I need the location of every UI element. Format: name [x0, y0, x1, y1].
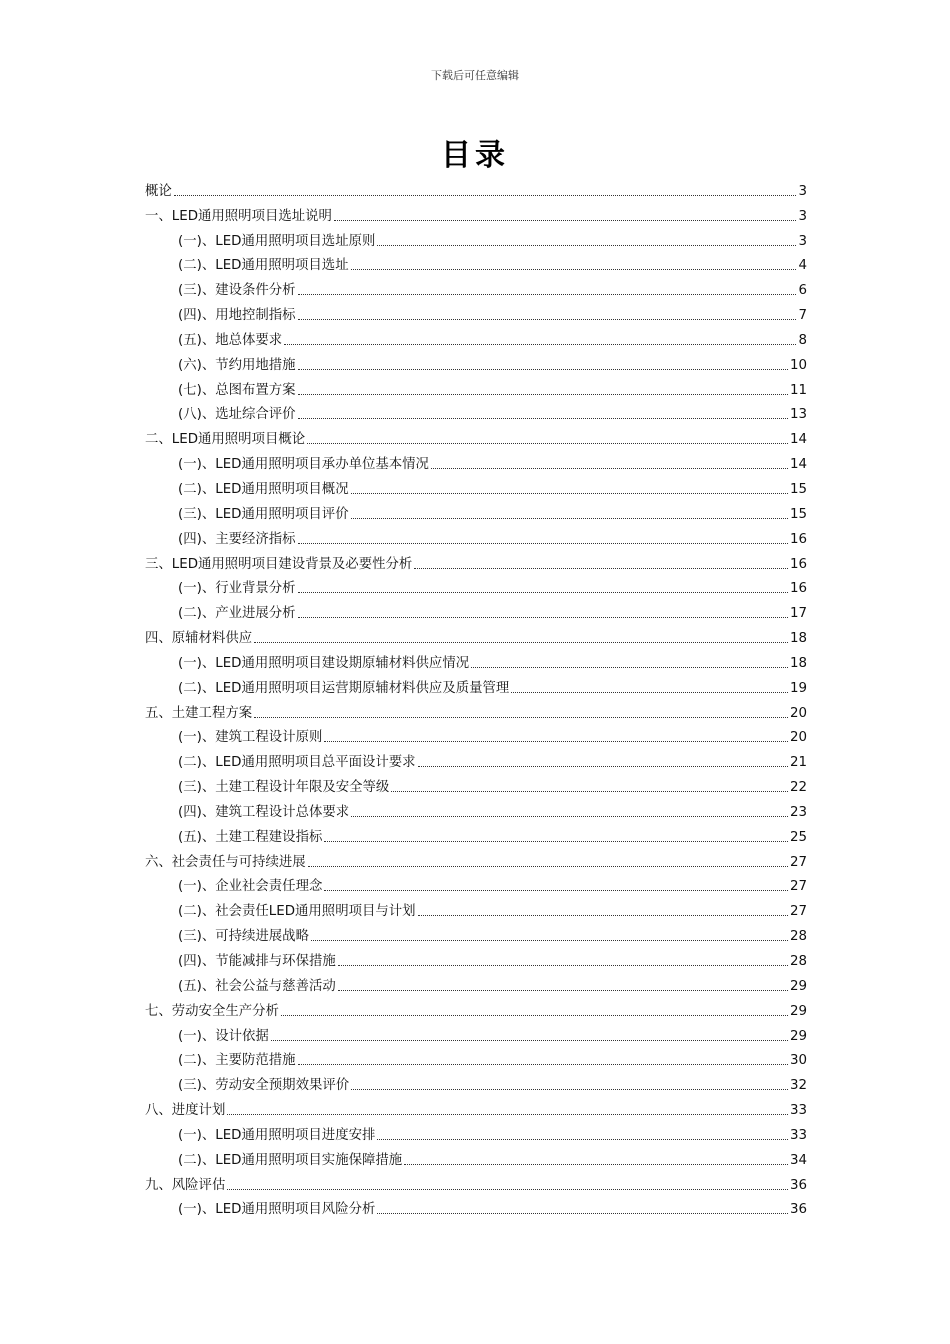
toc-entry-page: 27	[789, 904, 807, 920]
toc-entry-title: (二)、LED通用照明项目总平面设计要求	[178, 755, 416, 771]
toc-entry-title: 概论	[145, 183, 172, 199]
toc-entry-title: 一、LED通用照明项目选址说明	[145, 208, 332, 224]
toc-entry[interactable]	[145, 399, 807, 424]
toc-entry-page: 29	[789, 978, 807, 994]
toc-entry[interactable]	[145, 871, 807, 896]
dot-leader	[377, 1213, 788, 1214]
toc-entry[interactable]	[145, 374, 807, 399]
dot-leader	[311, 940, 788, 941]
toc-entry[interactable]	[145, 498, 807, 523]
toc-entry[interactable]	[145, 423, 807, 448]
toc-entry-page: 6	[798, 283, 807, 299]
dot-leader	[338, 990, 788, 991]
toc-entry[interactable]	[145, 597, 807, 622]
toc-entry[interactable]	[145, 995, 807, 1020]
toc-entry-page: 28	[789, 929, 807, 945]
dot-leader	[174, 195, 797, 196]
toc-entry[interactable]	[145, 299, 807, 324]
toc-entry[interactable]	[145, 1194, 807, 1219]
toc-entry-title: (二)、LED通用照明项目实施保障措施	[178, 1152, 403, 1168]
toc-entry-page: 27	[789, 879, 807, 895]
dot-leader	[298, 394, 788, 395]
toc-entry-page: 10	[789, 357, 807, 373]
dot-leader	[324, 741, 788, 742]
dot-leader	[404, 1164, 788, 1165]
toc-entry-title: (一)、建筑工程设计原则	[178, 730, 323, 746]
toc-entry-page: 27	[789, 854, 807, 870]
dot-leader	[377, 1139, 788, 1140]
toc-entry[interactable]	[145, 1169, 807, 1194]
toc-entry[interactable]	[145, 250, 807, 275]
toc-entry-page: 15	[789, 481, 807, 497]
toc-entry-title: (二)、社会责任LED通用照明项目与计划	[178, 904, 416, 920]
toc-entry-page: 34	[789, 1152, 807, 1168]
toc-entry-page: 33	[789, 1127, 807, 1143]
toc-entry-page: 18	[789, 631, 807, 647]
toc-entry[interactable]	[145, 349, 807, 374]
toc-entry[interactable]	[145, 920, 807, 945]
dot-leader	[227, 1189, 788, 1190]
dot-leader	[254, 642, 788, 643]
toc-entry-title: (二)、主要防范措施	[178, 1053, 296, 1069]
toc-entry-title: 五、土建工程方案	[145, 705, 253, 721]
header-note: 下载后可任意编辑	[431, 69, 519, 82]
dot-leader	[298, 1064, 788, 1065]
toc-entry-page: 29	[789, 1003, 807, 1019]
dot-leader	[271, 1040, 788, 1041]
toc-entry-page: 16	[789, 556, 807, 572]
toc-entry-title: (一)、LED通用照明项目进度安排	[178, 1127, 376, 1143]
toc-entry[interactable]	[145, 573, 807, 598]
toc-entry-title: (五)、社会公益与慈善活动	[178, 978, 336, 994]
toc-entry-title: (四)、用地控制指标	[178, 308, 296, 324]
toc-entry-title: (二)、产业进展分析	[178, 606, 296, 622]
dot-leader	[298, 418, 788, 419]
dot-leader	[324, 890, 788, 891]
toc-entry-page: 3	[798, 233, 807, 249]
toc-entry[interactable]	[145, 200, 807, 225]
toc-entry-title: (一)、LED通用照明项目风险分析	[178, 1202, 376, 1218]
toc-entry-title: 七、劳动安全生产分析	[145, 1003, 279, 1019]
toc-entry-title: (一)、行业背景分析	[178, 581, 296, 597]
dot-leader	[334, 220, 797, 221]
toc-entry[interactable]	[145, 821, 807, 846]
toc-entry-page: 21	[789, 755, 807, 771]
dot-leader	[431, 468, 788, 469]
toc-entry-page: 3	[798, 208, 807, 224]
dot-leader	[298, 369, 788, 370]
toc-entry[interactable]	[145, 672, 807, 697]
dot-leader	[391, 791, 788, 792]
toc-entry-title: (三)、可持续进展战略	[178, 929, 309, 945]
dot-leader	[227, 1114, 788, 1115]
toc-entry-title: (五)、土建工程建设指标	[178, 829, 323, 845]
dot-leader	[414, 568, 788, 569]
toc-entry-title: (四)、建筑工程设计总体要求	[178, 804, 350, 820]
toc-entry[interactable]	[145, 473, 807, 498]
toc-entry[interactable]	[145, 771, 807, 796]
toc-entry-title: 六、社会责任与可持续进展	[145, 854, 306, 870]
toc-entry-title: (一)、LED通用照明项目承办单位基本情况	[178, 457, 429, 473]
toc-entry-title: (四)、节能减排与环保措施	[178, 954, 336, 969]
dot-leader	[281, 1015, 788, 1016]
dot-leader	[307, 443, 788, 444]
toc-entry-title: 二、LED通用照明项目概论	[145, 432, 306, 448]
dot-leader	[324, 841, 788, 842]
toc-entry-title: (七)、总图布置方案	[178, 382, 296, 398]
toc-entry-title: (二)、LED通用照明项目选址	[178, 258, 349, 274]
toc-entry[interactable]	[145, 945, 807, 970]
toc-entry-page: 36	[789, 1177, 807, 1193]
dot-leader	[351, 493, 788, 494]
toc-entry[interactable]	[145, 846, 807, 871]
toc-entry-title: (一)、企业社会责任理念	[178, 879, 323, 895]
toc-entry[interactable]	[145, 746, 807, 771]
toc-entry[interactable]	[145, 895, 807, 920]
toc-entry-page: 29	[789, 1028, 807, 1044]
toc-entry[interactable]	[145, 722, 807, 747]
toc-entry-title: (六)、节约用地措施	[178, 357, 296, 373]
toc-entry-title: (二)、LED通用照明项目概况	[178, 481, 349, 497]
toc-entry[interactable]	[145, 796, 807, 821]
dot-leader	[351, 269, 797, 270]
toc-entry-title: (一)、设计依据	[178, 1028, 269, 1044]
toc-entry[interactable]	[145, 1119, 807, 1144]
toc-entry[interactable]	[145, 970, 807, 995]
toc-entry[interactable]	[145, 1094, 807, 1119]
toc-entry-page: 36	[789, 1202, 807, 1218]
toc-entry[interactable]	[145, 548, 807, 573]
dot-leader	[254, 717, 788, 718]
dot-leader	[377, 245, 796, 246]
toc-entry[interactable]	[145, 1045, 807, 1070]
toc-entry-page: 14	[789, 432, 807, 448]
toc-entry-page: 8	[798, 332, 807, 348]
toc-entry-title: (三)、LED通用照明项目评价	[178, 506, 349, 522]
toc-entry[interactable]	[145, 697, 807, 722]
dot-leader	[308, 866, 788, 867]
table-of-contents	[145, 175, 807, 1218]
toc-entry-page: 13	[789, 407, 807, 423]
toc-entry-title: 九、风险评估	[145, 1177, 226, 1193]
toc-entry-page: 19	[789, 680, 807, 696]
toc-entry-page: 25	[789, 829, 807, 845]
toc-entry-page: 30	[789, 1053, 807, 1069]
toc-entry-page: 33	[789, 1103, 807, 1119]
toc-entry-title: (八)、选址综合评价	[178, 407, 296, 423]
dot-leader	[298, 294, 797, 295]
toc-entry-page: 16	[789, 581, 807, 597]
dot-leader	[418, 915, 788, 916]
toc-entry-title: (二)、LED通用照明项目运营期原辅材料供应及质量管理	[178, 680, 510, 696]
dot-leader	[284, 344, 796, 345]
toc-entry-page: 28	[789, 954, 807, 969]
dot-leader	[418, 766, 788, 767]
toc-entry[interactable]	[145, 175, 807, 200]
toc-entry[interactable]	[145, 274, 807, 299]
toc-entry-page: 14	[789, 457, 807, 473]
toc-entry[interactable]	[145, 622, 807, 647]
toc-entry-page: 23	[789, 804, 807, 820]
toc-entry-page: 22	[789, 780, 807, 796]
toc-entry-title: 三、LED通用照明项目建设背景及必要性分析	[145, 556, 413, 572]
toc-entry-title: (三)、土建工程设计年限及安全等级	[178, 780, 390, 796]
toc-entry-page: 16	[789, 531, 807, 547]
toc-entry[interactable]	[145, 448, 807, 473]
toc-entry-page: 11	[789, 382, 807, 398]
toc-entry[interactable]	[145, 1144, 807, 1169]
toc-entry-title: (四)、主要经济指标	[178, 531, 296, 547]
toc-entry-page: 15	[789, 506, 807, 522]
dot-leader	[298, 592, 788, 593]
toc-entry-page: 20	[789, 730, 807, 746]
dot-leader	[298, 543, 788, 544]
toc-entry-title: 八、进度计划	[145, 1103, 226, 1119]
toc-entry[interactable]	[145, 324, 807, 349]
toc-entry-title: (一)、LED通用照明项目建设期原辅材料供应情况	[178, 655, 470, 671]
toc-entry-page: 7	[798, 308, 807, 324]
dot-leader	[351, 1089, 788, 1090]
dot-leader	[298, 617, 788, 618]
toc-entry-page: 18	[789, 655, 807, 671]
toc-entry[interactable]	[145, 1020, 807, 1045]
dot-leader	[511, 692, 788, 693]
toc-entry-page: 17	[789, 606, 807, 622]
toc-entry-page: 3	[798, 183, 807, 199]
dot-leader	[471, 667, 788, 668]
toc-entry-title: (三)、劳动安全预期效果评价	[178, 1078, 350, 1094]
toc-entry-title: (三)、建设条件分析	[178, 283, 296, 299]
toc-entry[interactable]	[145, 523, 807, 548]
toc-entry-title: 四、原辅材料供应	[145, 631, 253, 647]
toc-entry[interactable]	[145, 1069, 807, 1094]
toc-entry[interactable]	[145, 225, 807, 250]
page-title: 目录	[441, 138, 509, 173]
toc-entry-title: (一)、LED通用照明项目选址原则	[178, 233, 376, 249]
toc-entry-page: 32	[789, 1078, 807, 1094]
dot-leader	[351, 518, 788, 519]
toc-entry-page: 20	[789, 705, 807, 721]
toc-entry[interactable]	[145, 647, 807, 672]
toc-entry-title: (五)、地总体要求	[178, 332, 283, 348]
dot-leader	[338, 965, 788, 966]
toc-entry-page: 4	[798, 258, 807, 274]
dot-leader	[351, 816, 788, 817]
dot-leader	[298, 319, 797, 320]
